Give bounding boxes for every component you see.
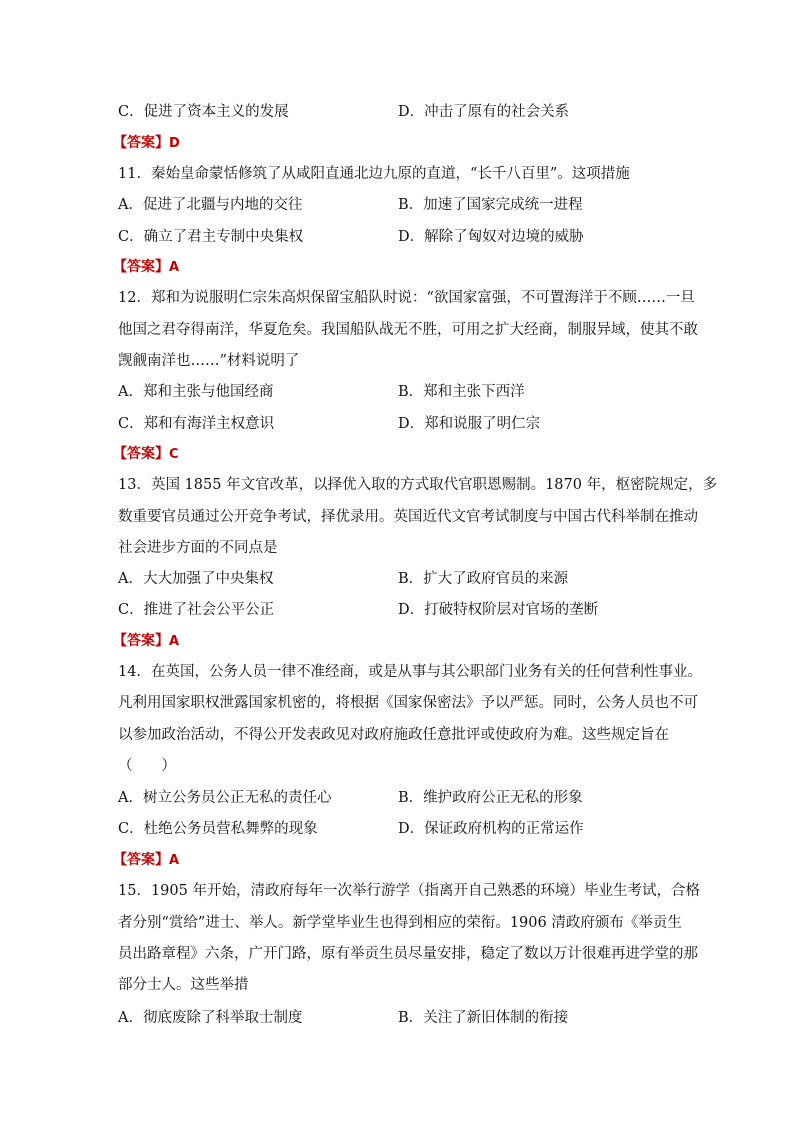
answer-bracket-close: 】: [155, 852, 169, 868]
answer-bracket-open: 【: [113, 259, 127, 275]
answer-bracket-open: 【: [113, 633, 127, 649]
option-right: D．保证政府机构的正常运作: [398, 821, 584, 837]
answer-key: A: [169, 260, 180, 275]
option-left: A．大大加强了中央集权: [118, 571, 274, 587]
answer-bracket-close: 】: [155, 633, 169, 649]
option-left: A．彻底废除了科举取士制度: [118, 1010, 303, 1026]
option-right: D．冲击了原有的社会关系: [398, 104, 570, 120]
answer-line: [113, 257, 179, 278]
question-stem-line: （ ）: [118, 758, 176, 774]
question-stem-line: 者分别“赏给”进士、举人。新学堂毕业生也得到相应的荣衔。1906 清政府颁布《举贡生: [118, 915, 682, 931]
answer-line: [113, 133, 180, 154]
question-stem-line: 15．1905 年开始，清政府每年一次举行游学（指离开自己熟悉的环境）毕业生考试，合格: [118, 883, 700, 899]
option-left: C．促进了资本主义的发展: [118, 104, 289, 120]
answer-bracket-close: 】: [155, 259, 169, 275]
question-stem-line: 11．秦始皇命蒙恬修筑了从咸阳直通北边九原的直道，“长千八百里”。这项措施: [118, 166, 630, 182]
question-stem-line: 14．在英国，公务人员一律不准经商，或是从事与其公职部门业务有关的任何营利性事业。: [118, 664, 702, 680]
option-right: B．加速了国家完成统一进程: [398, 197, 583, 213]
answer-bracket-open: 【: [113, 852, 127, 868]
question-stem-line: 数重要官员通过公开竞争考试，择优录用。英国近代文官考试制度与中国古代科举制在推动: [118, 509, 698, 525]
option-right: D．解除了匈奴对边境的威胁: [398, 229, 584, 245]
question-stem-line: 部分士人。这些举措: [118, 977, 249, 993]
option-right: B．关注了新旧体制的衔接: [398, 1010, 569, 1026]
option-right: D．郑和说服了明仁宗: [398, 416, 541, 432]
answer-key: A: [169, 853, 180, 868]
option-left: C．确立了君主专制中央集权: [118, 229, 304, 245]
answer-label: 答案: [127, 259, 155, 275]
question-stem-line: 他国之君夺得南洋，华夏危矣。我国船队战无不胜，可用之扩大经商，制服异域，使其不敢: [118, 322, 698, 338]
question-stem-line: 13．英国 1855 年文官改革，以择优入取的方式取代官职恩赐制。1870 年，枢密院规定，多: [118, 477, 718, 493]
question-stem-line: 凡利用国家职权泄露国家机密的，将根据《国家保密法》予以严惩。同时，公务人员也不可: [118, 695, 698, 711]
option-right: B．扩大了政府官员的来源: [398, 571, 569, 587]
answer-bracket-close: 】: [155, 446, 169, 462]
answer-line: [113, 850, 179, 871]
answer-label: 答案: [127, 446, 155, 462]
option-left: A．促进了北疆与内地的交往: [118, 197, 303, 213]
answer-key: D: [169, 136, 180, 151]
answer-bracket-open: 【: [113, 446, 127, 462]
option-left: A．郑和主张与他国经商: [118, 384, 274, 400]
option-left: C．推进了社会公平公正: [118, 602, 275, 618]
answer-key: A: [169, 634, 180, 649]
question-stem-line: 员出路章程》六条，广开门路，原有举贡生员尽量安排，稳定了数以万计很难再进学堂的那: [118, 946, 698, 962]
answer-line: [113, 444, 179, 465]
question-stem-line: 社会进步方面的不同点是: [118, 540, 278, 556]
option-right: B．维护政府公正无私的形象: [398, 790, 583, 806]
question-stem-line: 觊觎南洋也……”材料说明了: [118, 353, 300, 369]
answer-key: C: [169, 447, 179, 462]
question-stem-line: 以参加政治活动，不得公开发表政见对政府施政任意批评或使政府为难。这些规定旨在: [118, 727, 669, 743]
option-right: D．打破特权阶层对官场的垄断: [398, 602, 599, 618]
question-stem-line: 12．郑和为说服明仁宗朱高炽保留宝船队时说：“欲国家富强，不可置海洋于不顾……一旦: [118, 290, 695, 306]
answer-bracket-open: 【: [113, 135, 127, 151]
option-left: C．郑和有海洋主权意识: [118, 416, 275, 432]
answer-label: 答案: [127, 135, 155, 151]
answer-label: 答案: [127, 633, 155, 649]
answer-line: [113, 631, 179, 652]
answer-label: 答案: [127, 852, 155, 868]
answer-bracket-close: 】: [155, 135, 169, 151]
option-left: C．杜绝公务员营私舞弊的现象: [118, 821, 318, 837]
option-left: A．树立公务员公正无私的责任心: [118, 790, 332, 806]
option-right: B．郑和主张下西洋: [398, 384, 525, 400]
